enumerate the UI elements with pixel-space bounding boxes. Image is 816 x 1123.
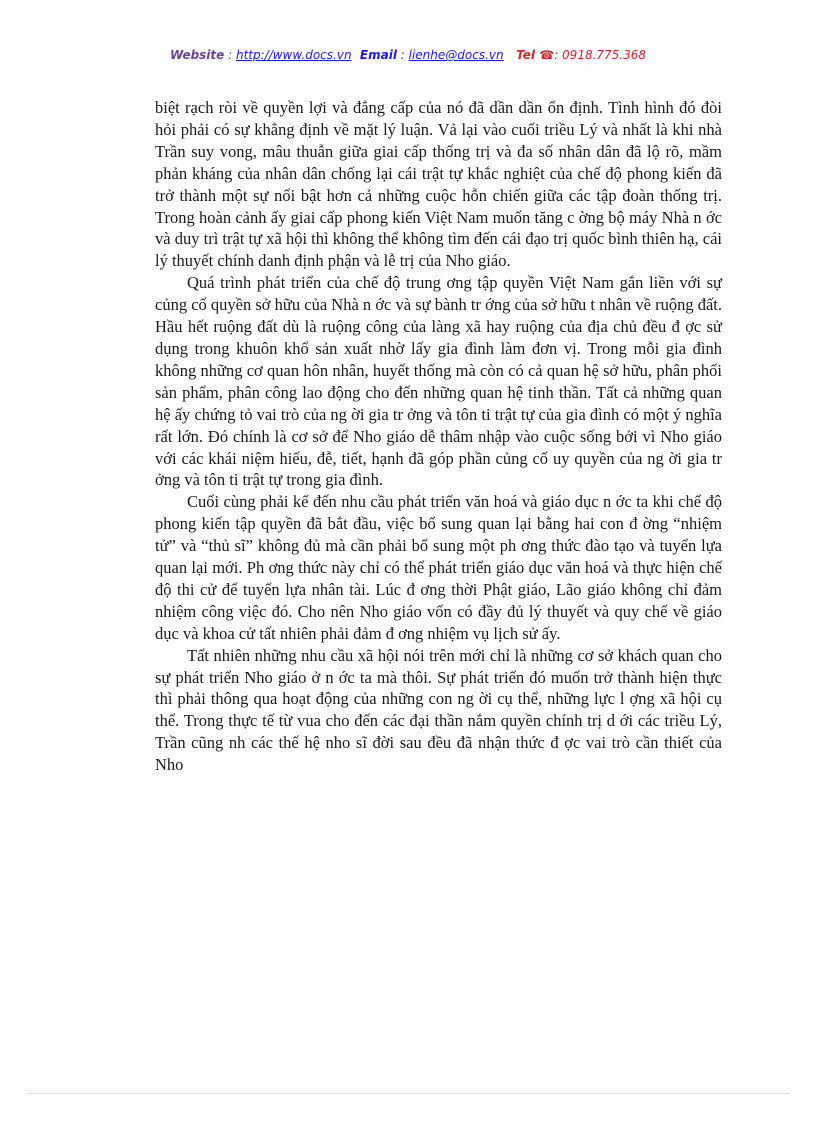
phone-number: : 0918.775.368 [554,48,647,62]
email-link[interactable]: lienhe@docs.vn [408,48,504,62]
page-header [0,48,816,62]
paragraph-3: Cuối cùng phải kể đến nhu cầu phát triển văn hoá và giáo dục n ớc ta khi chế độ phong kiến tập quyền đã bắt đầu, việc bổ sung quan lại bằng hai con đ ờng “nhiệm tử” và “thủ sĩ” không đủ mà cần phải bổ sung một ph ơng thức đào tạo và tuyển lựa quan lại mới. Ph ơng thức này chỉ có thể phát triển giáo dục văn hoá và thực hiện chế độ thi cử để tuyển lựa nhân tài. Lúc đ ơng thời Phật giáo, Lão giáo không chỉ đảm nhiệm công việc đó. Cho nên Nho giáo vốn có đầy đủ lý thuyết và quy chế về giáo dục và khoa cử tất nhiên phải đảm đ ơng nhiệm vụ lịch sử ấy. [155,492,722,643]
email-separator: : [396,48,409,62]
paragraph-4: Tất nhiên những nhu cầu xã hội nói trên mới chỉ là những cơ sở khách quan cho sự phát triển Nho giáo ở n ớc ta mà thôi. Sự phát triển đó muốn trở thành hiện thực thì phải thông qua hoạt động của những con ng ời cụ thể, những lực l ợng xã hội cụ thể. Trong thực tế từ vua cho đến các đại thần nắm quyền chính trị d ới các triều Lý, Trần cũng nh các thế hệ nho sĩ đời sau đều đã nhận thức đ ợc vai trò cần thiết của Nho [155,645,722,775]
paragraph-2: Quá trình phát triển của chế độ trung ơng tập quyền Việt Nam gắn liền với sự củng cố quyền sở hữu của Nhà n ớc và sự bành tr ớng của sở hữu t nhân về ruộng đất. Hầu hết ruộng đất dù là ruộng công của làng xã hay ruộng của địa chủ đều đ ợc sử dụng trong khuôn khổ sản xuất nhờ lấy gia đình làm đơn vị. Trong mỗi gia đình không những cơ quan hôn nhân, huyết thống mà còn có cả quan hệ sở hữu, phân phối sản phẩm, phân công lao động cho đến những quan hệ tinh thần. Tất cả những quan hệ ấy chứng tỏ vai trò của ng ời gia tr ởng và tôn ti trật tự của gia đình có một ý nghĩa rất lớn. Đó chính là cơ sở để Nho giáo dễ thâm nhập vào cuộc sống bởi vì Nho giáo với các khái niệm hiếu, đễ, tiết, hạnh đã góp phần củng cố uy quyền của ng ời gia tr ởng và tôn ti trật tự trong gia đình. [155,273,722,490]
phone-icon: ☎ [539,48,555,62]
website-link[interactable]: http://www.docs.vn [235,48,352,62]
website-separator: : [224,48,236,62]
paragraph-1: biệt rạch ròi về quyền lợi và đẳng cấp của nó đã dần dần ổn định. Tình hình đó đòi hỏi phải có sự khẳng định về mặt lý luận. Vả lại vào cuối triều Lý và nhất là khi nhà Trần suy vong, mâu thuẫn giữa giai cấp thống trị và đa số nhân dân đã lộ rõ, mầm phản kháng của nhân dân chống lại cái trật tự khắc nghiệt của chế độ phong kiến đã trở thành một sự nổi bật hơn cả những cuộc hỗn chiến giữa các tập đoàn thống trị. Trong hoàn cảnh ấy giai cấp phong kiến Việt Nam muốn tăng c ờng bộ máy Nhà n ớc và duy trì trật tự xã hội thì không thể không tìm đến cái đạo trị quốc bình thiên hạ, cái lý thuyết chính danh định phận và lễ trị của Nho giáo. [155,98,722,271]
email-label: Email [359,48,397,62]
document-body [155,97,722,776]
tel-label: Tel [516,48,536,62]
website-label: Website [169,48,225,62]
footer-divider [28,1093,788,1094]
